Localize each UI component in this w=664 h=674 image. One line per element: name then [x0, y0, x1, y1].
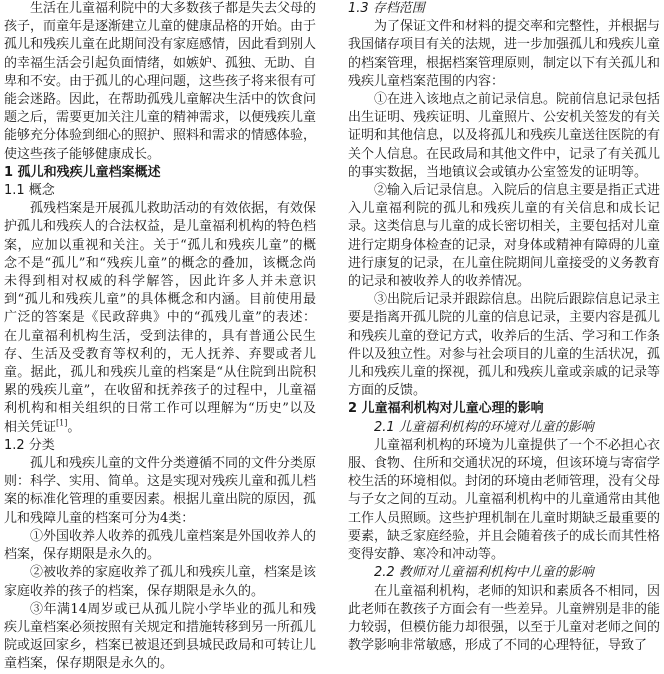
subsection-heading-2-1: 2.1 儿童福利机构的环境对儿童的影响 [374, 419, 594, 435]
citation-ref: [1] [56, 418, 68, 428]
subsection-heading-1-2: 1.2 分类 [4, 437, 55, 453]
scope-paragraph: 为了保证文件和材料的提交率和完整性，并根据与我国储存项目有关的法规，进一步加强孤儿和残疾儿童的档案管理，根据档案管理原则，制定以下有关孤儿和残疾儿童档案范围的内容： [348, 19, 661, 89]
environment-paragraph: 儿童福利机构的环境为儿童提供了一个不必担心衣服、食物、住所和交通状况的环境，但该环境与寄宿学校生活的环境相似。封闭的环境由老师管理，没有父母与子女之间的互动。儿童福利机构中的儿童通常由其他工作人员照顾。这些护理机制在儿童时期缺乏最重要的要素，缺乏家庭经验，并且会随着孩子的成长而其性格变得安静、寒冷和冲动等。 [348, 437, 661, 563]
intro-paragraph: 生活在儿童福利院中的大多数孩子都是失去父母的孩子，而童年是逐渐建立儿童的健康品格的开始。由于孤儿和残疾儿童在此期间没有家庭感情，因此看到别人的幸福生活会引起负面情绪，如嫉妒、孤独、无助、自卑和不安。由于孤儿的心理问题，这些孩子将来很有可能会迷路。因此，在帮助孤残儿童解决生活中的饮食问题之后，需要更加关注儿童的精神需求，以便残疾儿童能够充分体验到细心的照护、照料和需求的情感体验，使这些孩子能够健康成长。 [4, 1, 317, 162]
classification-item-3: ③年满14周岁或已从孤儿院小学毕业的孤儿和残疾儿童档案必须按照有关规定和措施转移到另一所孤儿院或返回家乡，档案已被退还到县城民政局和可转让儿童档案，保存期限是永久的。 [4, 601, 317, 672]
scope-item-3: ③出院后记录并跟踪信息。出院后跟踪信息记录主要是指离开孤儿院的儿童的信息记录，主要内容是孤儿和残疾儿童的登记方式，收养后的生活、学习和工作条件以及独立性。对参与社会项目的儿童的生活状况，孤儿和残疾儿童的探视，孤儿和残疾儿童或亲戚的记录等方面的反馈。 [348, 292, 661, 399]
concept-end: 。 [67, 419, 81, 435]
section-heading-2: 2 儿童福利机构对儿童心理的影响 [348, 401, 544, 417]
subsection-heading-2-2: 2.2 教师对儿童福利机构中儿童的影响 [374, 565, 594, 581]
concept-paragraph [4, 200, 316, 437]
right-column [348, 0, 661, 654]
concept-text: 孤残档案是开展孤儿救助活动的有效依据，有效保护孤儿和残疾人的合法权益，是儿童福利机构的特色档案，应加以重视和关注。关于“孤儿和残疾儿童”的概念不是“孤儿”和“残疾儿童”的概念的叠加，该概念尚未得到相对权威的科学解答，因此许多人并未意识到“孤儿和残疾儿童”的具体概念和内涵。目前使用最广泛的答案是《民政辞典》中的“孤残儿童”的表述：在儿童福利机构生活，受到法律的，具有普通公民生存、生活及受教育等权利的，无人抚养、弃婴或者儿童。据此，孤儿和残疾儿童的档案是“从住院到出院积累的残疾儿童”，在收留和抚养孩子的过程中，儿童福利机构和相关组织的日常工作可以理解为“历史”以及相关凭证 [4, 201, 317, 435]
scope-item-1: ①在进入该地点之前记录信息。院前信息记录包括出生证明、残疾证明、儿童照片、公安机关签发的有关证明和其他信息，以及将孤儿和残疾儿童送往医院的有关个人信息。在民政局和其他文件中，记录了有关孤儿的事实数据，当地镇议会或镇办公室签发的证明等。 [348, 92, 661, 180]
subsection-heading-1-3: 1.3 存档范围 [348, 1, 425, 16]
section-heading-1: 1 孤儿和残疾儿童档案概述 [4, 164, 161, 180]
classification-paragraph: 孤儿和残疾儿童的文件分类遵循不同的文件分类原则：科学、实用、简单。这是实现对残疾儿童和孤儿档案的标准化管理的重要因素。根据儿童出院的原因，孤儿和残障儿童的档案可分为4类： [4, 456, 317, 526]
teacher-paragraph: 在儿童福利机构，老师的知识和素质各不相同，因此老师在教孩子方面会有一些差异。儿童辨别是非的能力较弱，但模仿能力却很强，以至于儿童对老师之间的教学影响非常敏感，形成了不同的心理特征，导致了 [348, 583, 661, 654]
left-column [4, 0, 317, 672]
classification-item-1: ①外国收养人收养的孤残儿童档案是外国收养人的档案，保存期限是永久的。 [4, 528, 317, 563]
scope-item-2: ②输入后记录信息。入院后的信息主要是指正式进入儿童福利院的孤儿和残疾儿童的有关信息和成长记录。这类信息与儿童的成长密切相关，主要包括对儿童进行定期身体检查的记录，对身体或精神有障碍的儿童进行康复的记录，在儿童住院期间儿童接受的义务教育的记录和被收养人的收养情况。 [348, 183, 661, 290]
classification-item-2: ②被收养的家庭收养了孤儿和残疾儿童，档案是该家庭收养的孩子的档案，保存期限是永久的。 [4, 565, 317, 599]
subsection-heading-1-1: 1.1 概念 [4, 183, 55, 199]
